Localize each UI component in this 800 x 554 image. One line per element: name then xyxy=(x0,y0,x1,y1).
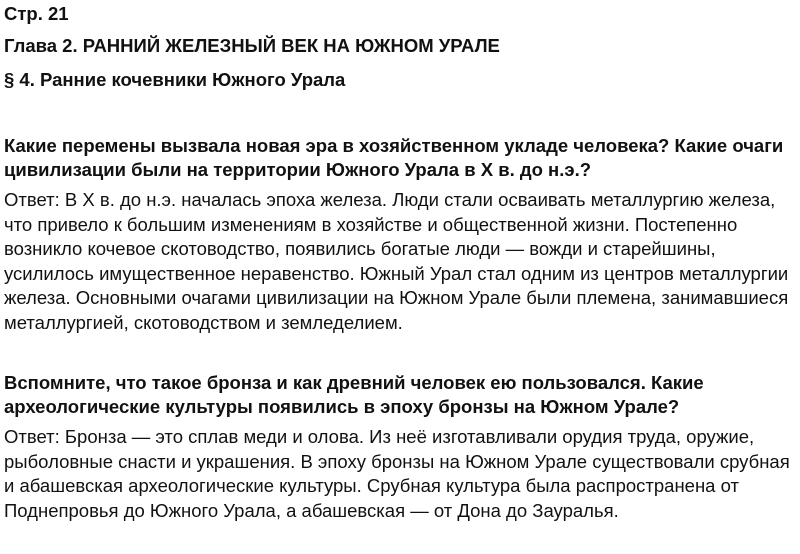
answer-text: Ответ: В X в. до н.э. началась эпоха железа. Люди стали осваивать металлургию железа, что привело к большим изменениям в хозяйстве и общественной жизни. Постепенно возникло кочевое скотоводство, появились богатые люди — вожди и старейшины, усилилось имущественное неравенство. Южный Урал стал одним из центров металлургии железа. Основными очагами цивилизации на Южном Урале были племена, занимавшиеся металлургией, скотоводством и земледелием. xyxy=(4,189,789,333)
question-text: Какие перемены вызвала новая эра в хозяйственном укладе человека? Какие очаги цивилизации были на территории Южного Урала в X в. до н.э.? xyxy=(4,135,784,180)
qa-block xyxy=(4,134,794,335)
page-number: Стр. 21 xyxy=(4,3,69,24)
qa-block xyxy=(4,371,794,523)
chapter-title: Глава 2. РАННИЙ ЖЕЛЕЗНЫЙ ВЕК НА ЮЖНОМ УРАЛЕ xyxy=(4,35,500,56)
section-title: § 4. Ранние кочевники Южного Урала xyxy=(4,69,346,90)
answer-text: Ответ: Бронза — это сплав меди и олова. Из неё изготавливали орудия труда, оружие, рыболовные снасти и украшения. В эпоху бронзы на Южном Урале существовали срубная и абашевская археологические культуры. Срубная культура была распространена от Поднепровья до Южного Урала, а абашевская — от Дона до Зауралья. xyxy=(4,426,790,521)
question-text: Вспомните, что такое бронза и как древний человек ею пользовался. Какие археологические культуры появились в эпоху бронзы на Южном Урале? xyxy=(4,372,704,417)
